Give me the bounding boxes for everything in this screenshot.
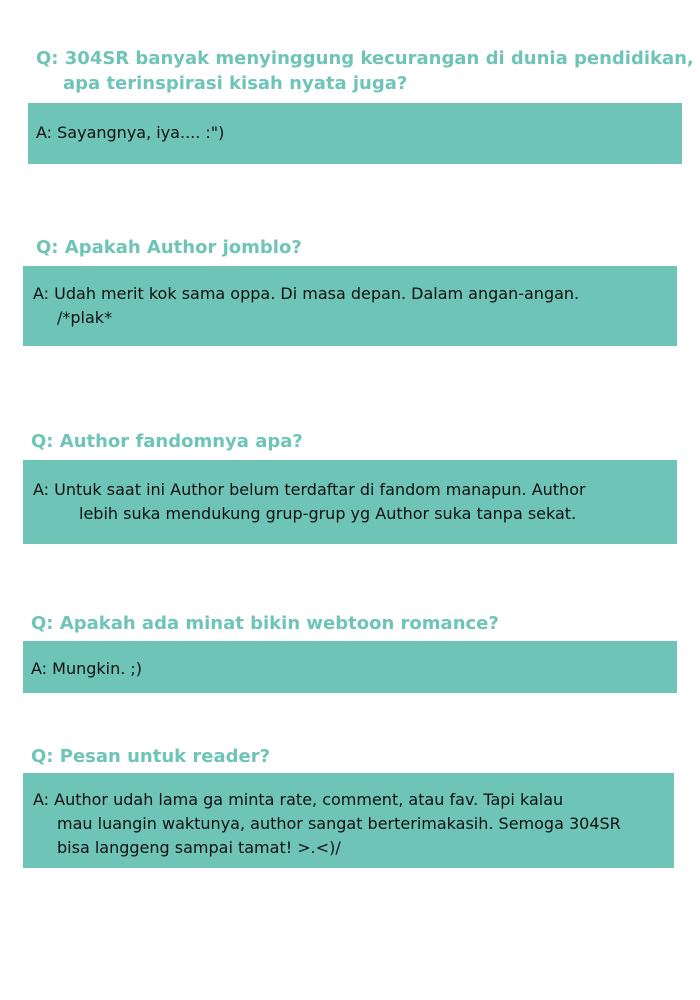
question-3 [31,429,303,454]
question-4 [31,611,499,636]
answer-1 [36,121,224,145]
question-4-line-1: Q: Apakah ada minat bikin webtoon romance? [31,613,499,634]
answer-3 [33,478,586,526]
question-1-line-2: apa terinspirasi kisah nyata juga? [63,73,408,94]
answer-3-line-1: A: Untuk saat ini Author belum terdaftar di fandom manapun. Author [33,480,586,499]
answer-4-line-1: A: Mungkin. ;) [31,659,143,678]
question-3-line-1: Q: Author fandomnya apa? [31,431,303,452]
answer-4 [31,657,142,681]
answer-1-line-1: A: Sayangnya, iya.... :") [36,123,225,142]
answer-2 [33,282,579,330]
question-2-line-1: Q: Apakah Author jomblo? [36,237,302,258]
answer-2-line-2: /*plak* [57,308,113,327]
question-1-line-1: Q: 304SR banyak menyinggung kecurangan di dunia pendidikan, [36,48,694,69]
question-1 [36,46,694,96]
answer-5-line-3: bisa langgeng sampai tamat! >.<)/ [57,838,341,857]
answer-3-line-2: lebih suka mendukung grup-grup yg Author suka tanpa sekat. [79,504,577,523]
answer-5-line-1: A: Author udah lama ga minta rate, comment, atau fav. Tapi kalau [33,790,564,809]
question-5-line-1: Q: Pesan untuk reader? [31,746,271,767]
question-2 [36,235,302,260]
question-5 [31,744,270,769]
answer-5 [33,788,621,860]
answer-5-line-2: mau luangin waktunya, author sangat berterimakasih. Semoga 304SR [57,814,621,833]
answer-2-line-1: A: Udah merit kok sama oppa. Di masa depan. Dalam angan-angan. [33,284,580,303]
